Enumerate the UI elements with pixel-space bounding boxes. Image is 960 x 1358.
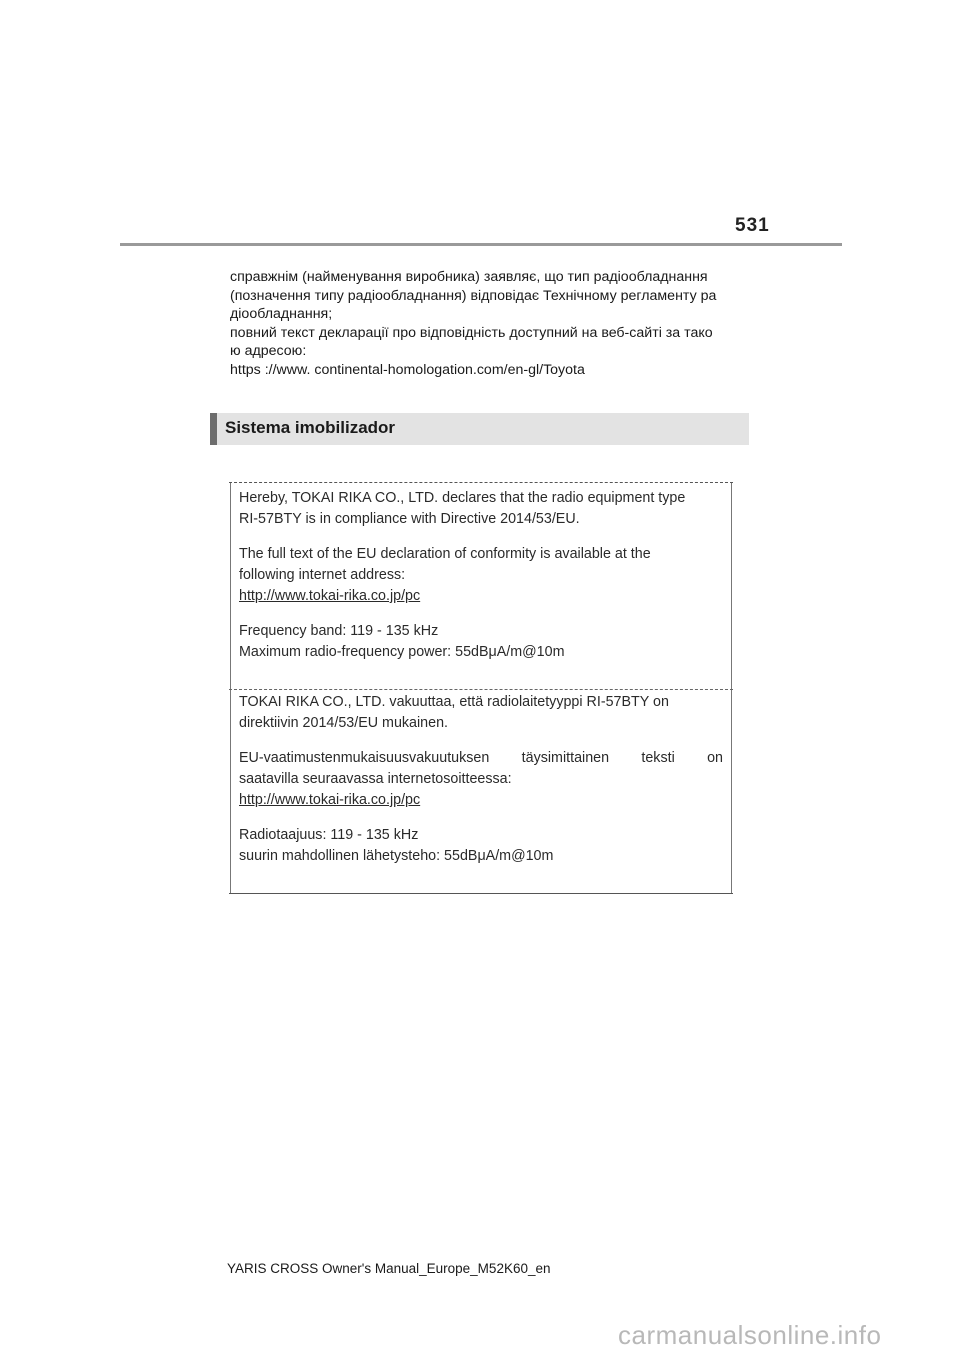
en-line: Hereby, TOKAI RIKA CO., LTD. declares that the radio equipment type	[239, 490, 686, 506]
en-power: Maximum radio-frequency power: 55dBμA/m@10m	[239, 644, 565, 660]
section-title: Sistema imobilizador	[225, 418, 396, 437]
fi-line: EU-vaatimustenmukaisuusvakuutuksen täysimittainen teksti on	[239, 750, 723, 766]
fi-url-link[interactable]: http://www.tokai-rika.co.jp/pc	[239, 792, 421, 808]
en-line: The full text of the EU declaration of conformity is available at the	[239, 546, 651, 562]
ukrainian-declaration	[230, 268, 750, 379]
watermark-text: carmanualsonline.info	[618, 1320, 882, 1350]
header-rule	[120, 243, 842, 246]
box-top-line	[229, 482, 733, 483]
fi-line: TOKAI RIKA CO., LTD. vakuuttaa, että radiolaitetyyppi RI-57BTY on	[239, 694, 669, 710]
spacer	[239, 734, 723, 748]
ua-line: повний текст декларації про відповідність доступний на веб-сайті за тако	[230, 324, 713, 341]
en-url-link[interactable]: http://www.tokai-rika.co.jp/pc	[239, 588, 421, 604]
footer-manual-title: YARIS CROSS Owner's Manual_Europe_M52K60_en	[227, 1261, 551, 1276]
box-bottom-line	[229, 893, 733, 894]
box-divider-line	[229, 689, 733, 690]
fi-frequency: Radiotaajuus: 119 - 135 kHz	[239, 827, 419, 843]
ua-line: справжнім (найменування виробника) заявляє, що тип радіообладнання	[230, 269, 708, 285]
section-heading	[210, 413, 749, 445]
ua-line: (позначення типу радіообладнання) відповідає Технічному регламенту ра	[230, 287, 717, 304]
en-line: RI-57BTY is in compliance with Directive 2014/53/EU.	[239, 511, 580, 527]
spacer	[239, 811, 723, 825]
fi-line: saatavilla seuraavassa internetosoitteessa:	[239, 771, 512, 787]
page-number: 531	[735, 215, 770, 236]
fi-line: direktiivin 2014/53/EU mukainen.	[239, 715, 449, 731]
spacer	[239, 607, 723, 621]
en-frequency: Frequency band: 119 - 135 kHz	[239, 623, 439, 639]
declaration-english	[239, 488, 723, 663]
spacer	[239, 530, 723, 544]
ua-line: ю адресою:	[230, 343, 307, 359]
en-line: following internet address:	[239, 567, 406, 583]
fi-power: suurin mahdollinen lähetysteho: 55dBμA/m@10m	[239, 848, 554, 864]
ua-url: https ://www. continental-homologation.com/en-gl/Toyota	[230, 361, 585, 378]
declaration-finnish	[239, 692, 723, 867]
declaration-scan-box	[230, 482, 732, 894]
ua-line: діообладнання;	[230, 306, 333, 322]
